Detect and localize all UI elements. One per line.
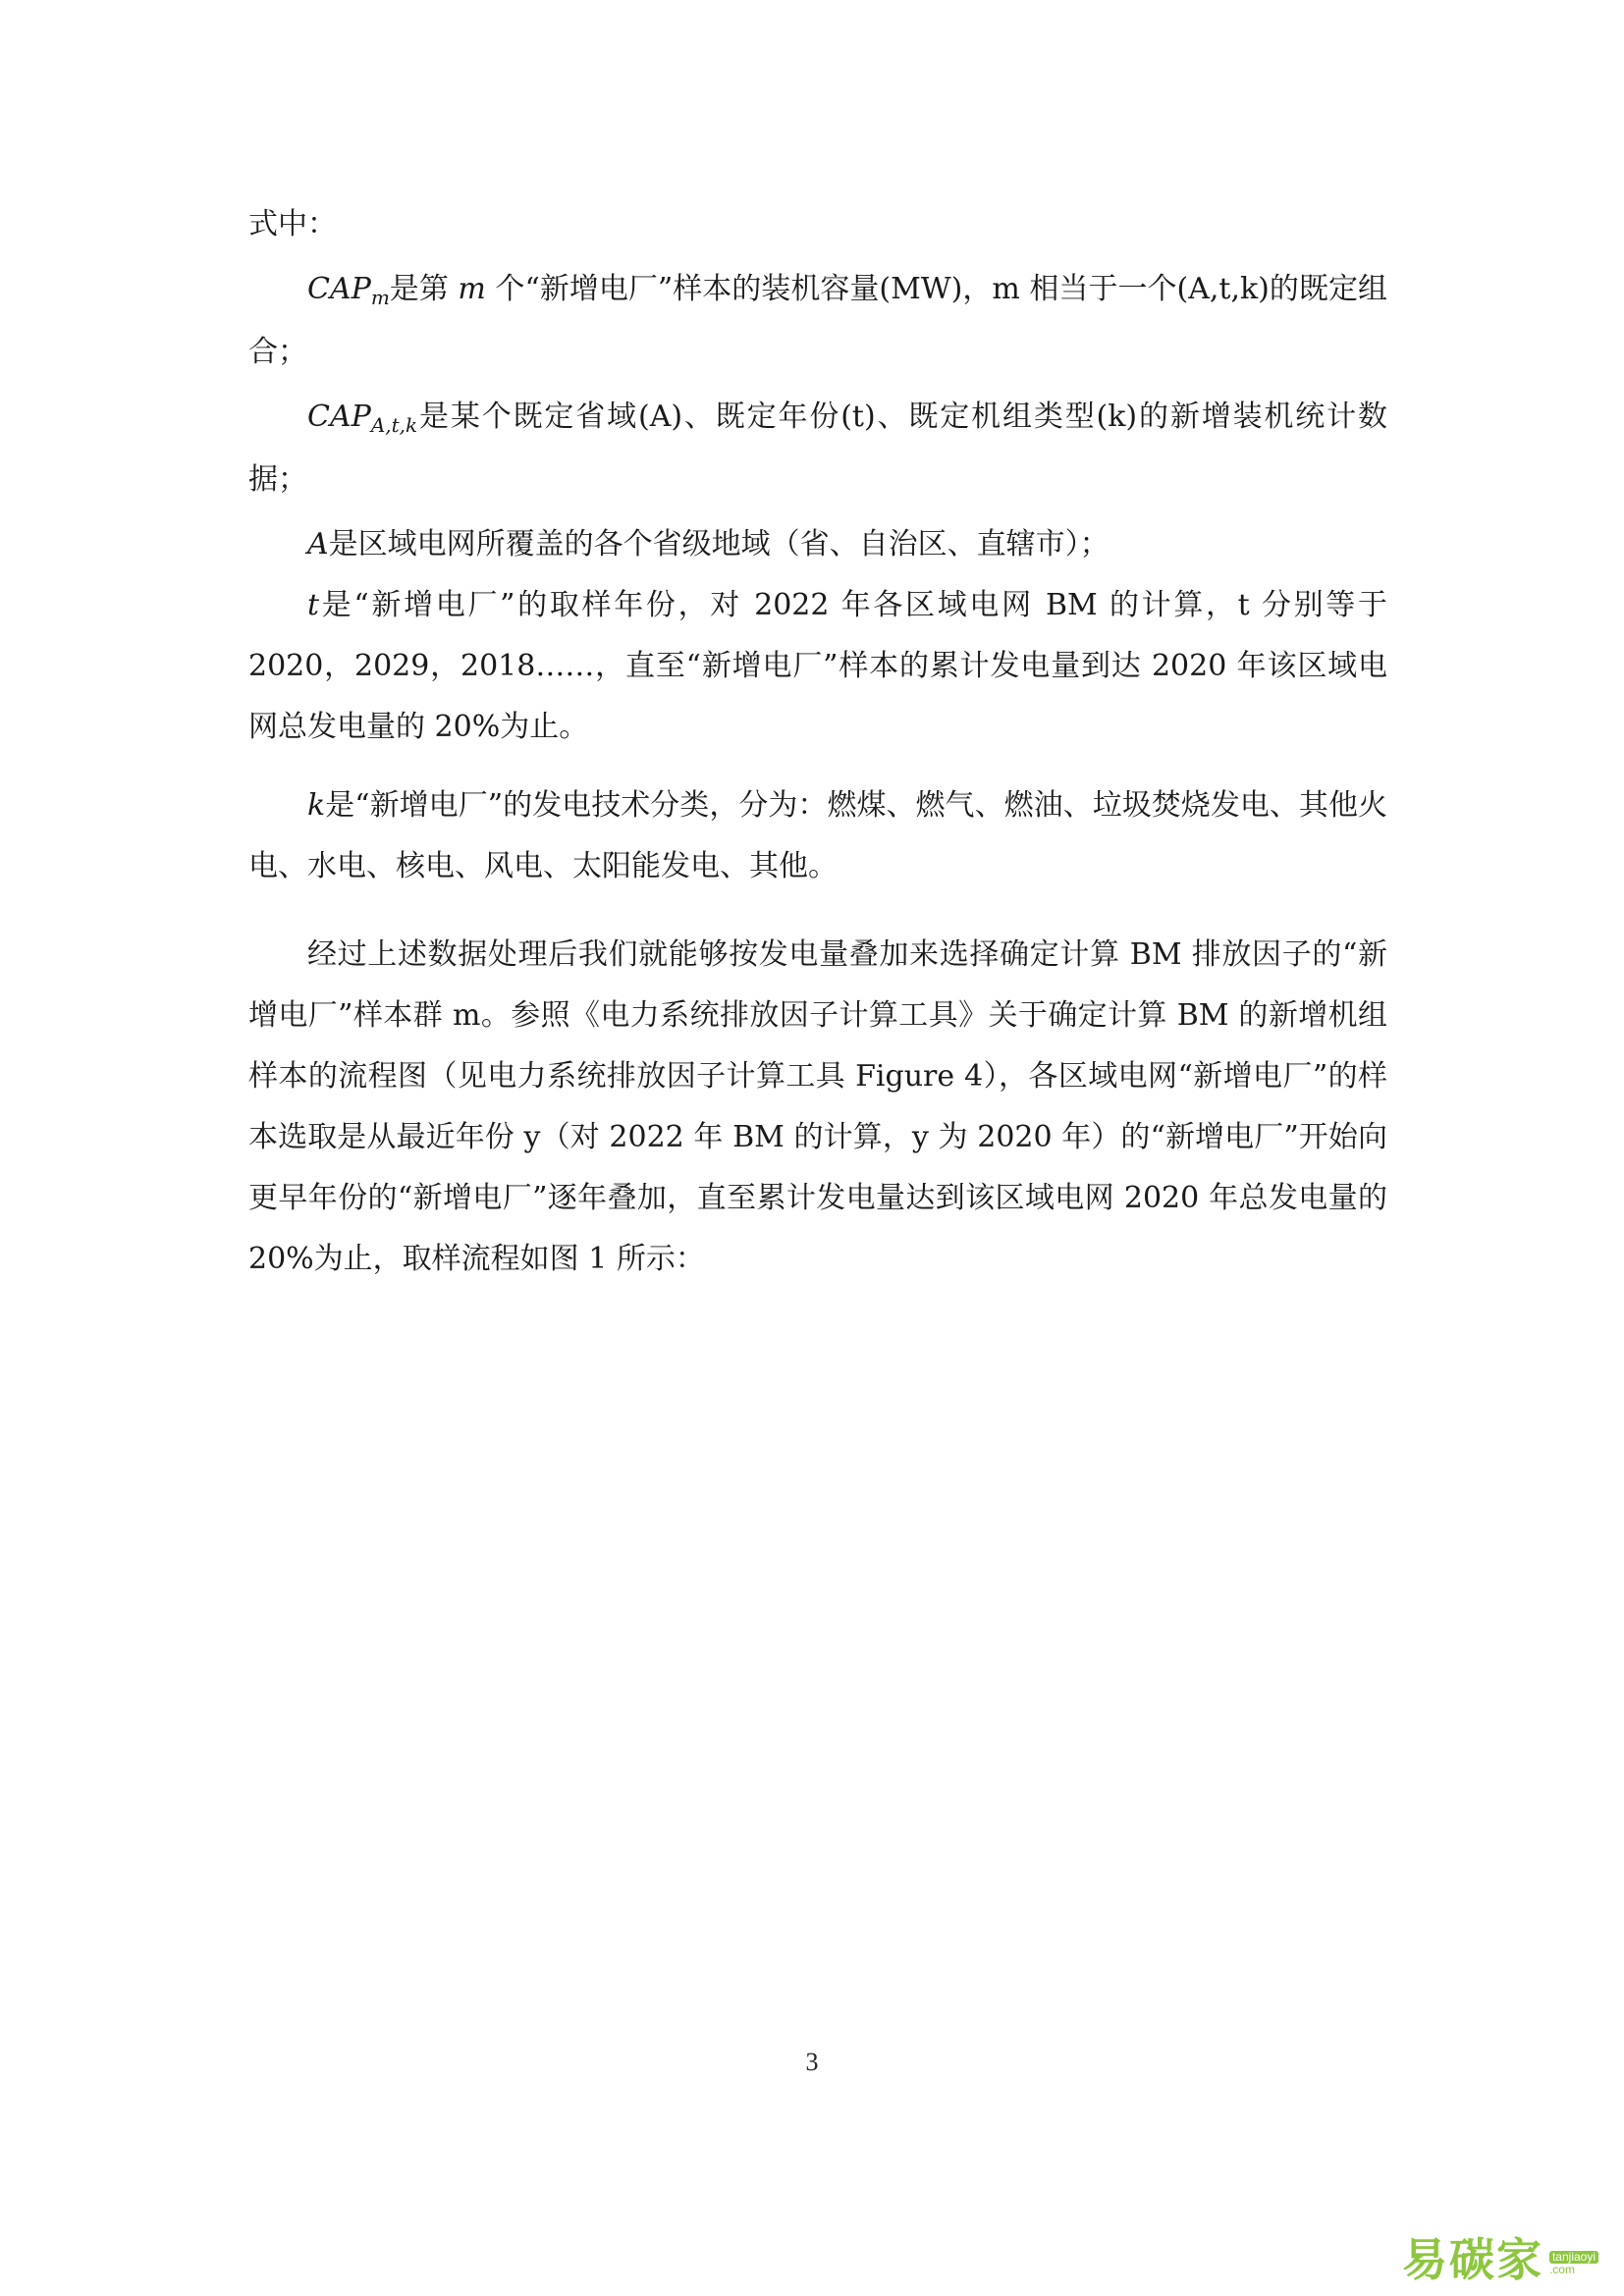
paragraph-cap-m (248, 259, 1387, 383)
paragraph-sampling-procedure (248, 925, 1387, 1290)
sampling-procedure-text: 经过上述数据处理后我们就能够按发电量叠加来选择确定计算 BM 排放因子的“新增电厂”样本群 m。参照《电力系统排放因子计算工具》关于确定计算 BM 的新增机组样本的流程图（见电力系统排放因子计算工具 Figure 4），各区域电网“新增电厂”的样本选取是从最近年份 y（对 2022 年 BM 的计算，y 为 2020 年）的“新增电厂”开始向更早年份的“新增电厂”逐年叠加，直至累计发电量达到该区域电网 2020 年总发电量的 20%为止，取样流程如图 1 所示： (248, 937, 1387, 1276)
document-body (248, 194, 1387, 1290)
watermark-brand-text: 易碳家 (1401, 2233, 1543, 2286)
symbol-cap: CAP (307, 272, 371, 306)
cap-m-rest: 个“新增电厂”样本的装机容量(MW)，m 相当于一个(A,t,k)的既定组合； (248, 272, 1387, 369)
variable-t: t (307, 588, 320, 622)
variable-k-text: 是“新增电厂”的发电技术分类，分为：燃煤、燃气、燃油、垃圾焚烧发电、其他火电、水电、核电、风电、太阳能发电、其他。 (248, 788, 1387, 883)
page-number: 3 (805, 2048, 819, 2076)
cap-m-text: 是第 (389, 272, 459, 306)
watermark-domain-tld: .com (1548, 2262, 1575, 2276)
paragraph-formula-intro (248, 194, 1387, 255)
variable-k: k (307, 788, 326, 823)
watermark-domain-name: tanjiaoyi (1549, 2251, 1598, 2264)
watermark-logo (1401, 2233, 1598, 2286)
symbol-subscript-atk: A,t,k (370, 413, 418, 437)
variable-m: m (458, 272, 486, 306)
variable-a: A (307, 527, 329, 561)
symbol-cap: CAP (307, 400, 371, 434)
variable-a-text: 是区域电网所覆盖的各个省级地域（省、自治区、直辖市）； (328, 527, 1110, 561)
cap-atk-text: 是某个既定省域(A)、既定年份(t)、既定机组类型(k)的新增装机统计数据； (248, 400, 1387, 497)
paragraph-cap-atk (248, 387, 1387, 510)
formula-intro-text: 式中： (248, 207, 337, 241)
variable-t-text: 是“新增电厂”的取样年份，对 2022 年各区域电网 BM 的计算，t 分别等于 2020，2029，2018……，直至“新增电厂”样本的累计发电量到达 2020 年该区域电网总发电量的 20%为止。 (248, 588, 1387, 744)
watermark-domain (1549, 2251, 1598, 2282)
paragraph-variable-a (248, 514, 1387, 575)
paragraph-variable-t (248, 575, 1387, 758)
symbol-subscript-m: m (370, 286, 390, 309)
paragraph-variable-k (248, 775, 1387, 897)
